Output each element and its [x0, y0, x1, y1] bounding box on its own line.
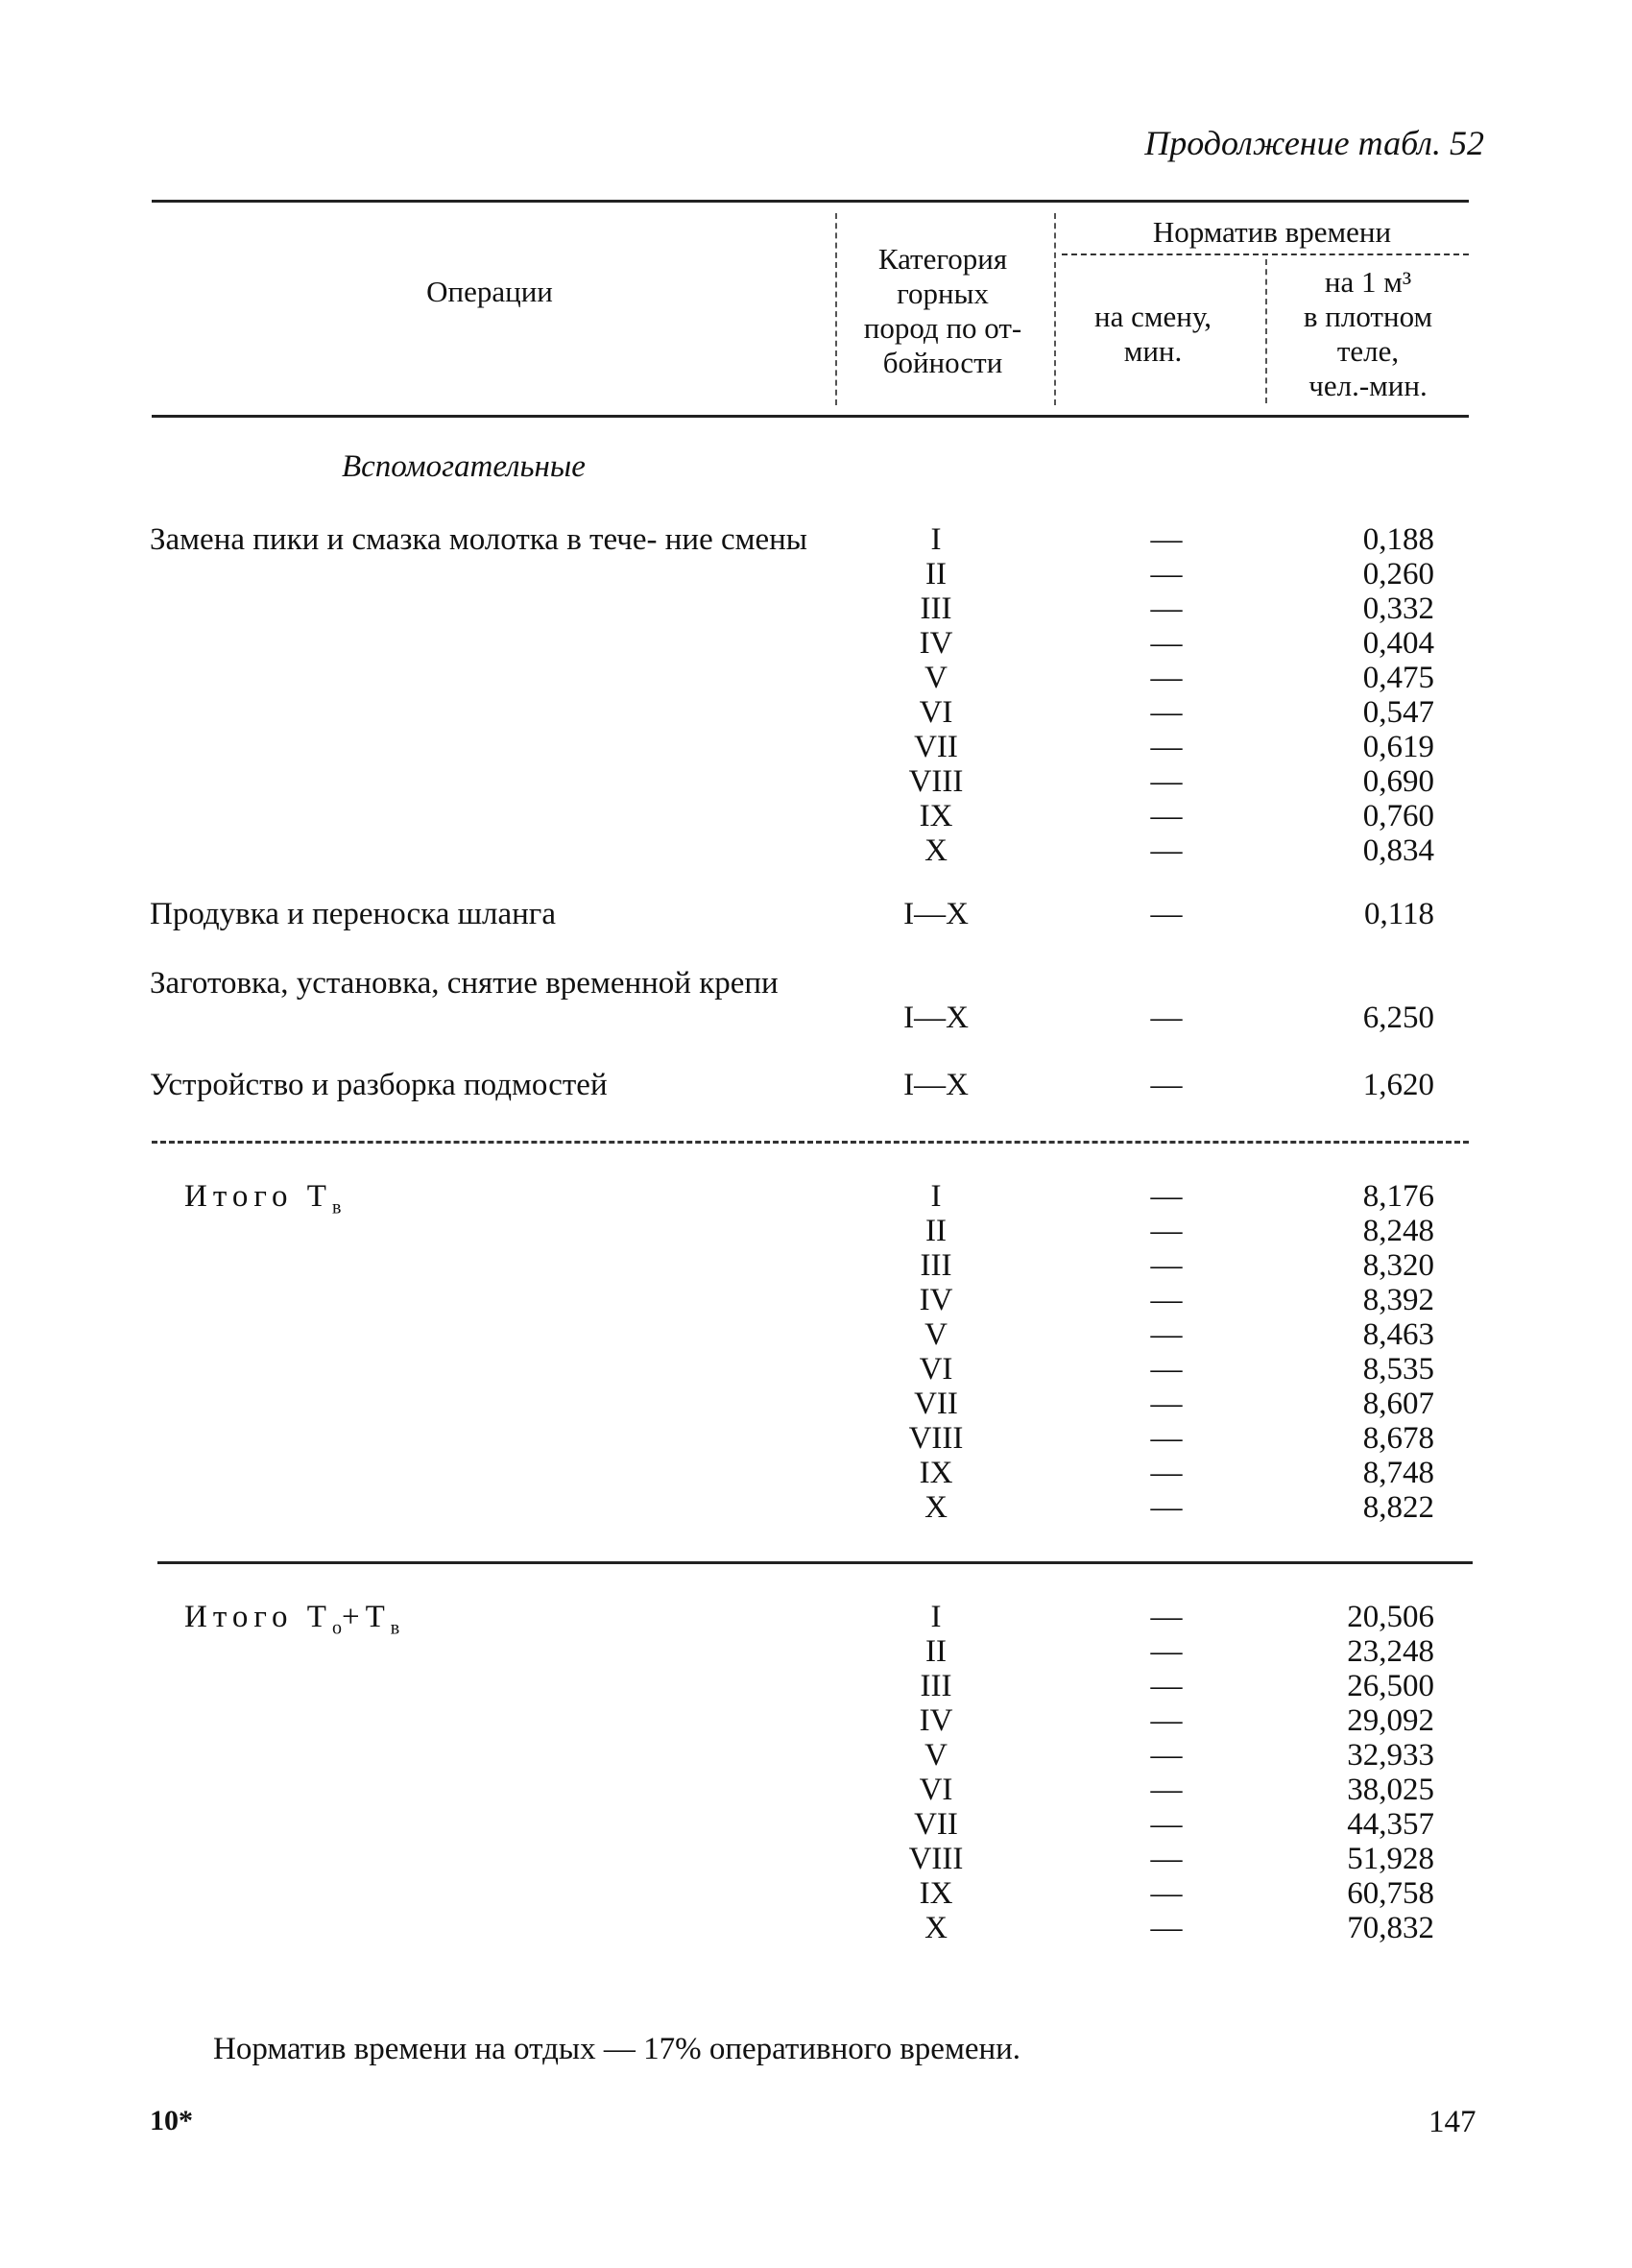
table-row	[0, 1773, 1632, 1807]
per-m3-cell: 8,535	[1362, 1352, 1434, 1387]
per-shift-cell: —	[1150, 1634, 1183, 1669]
per-m3-cell: 38,025	[1347, 1773, 1434, 1807]
table-row	[0, 1068, 1632, 1102]
per-m3-cell: 8,176	[1362, 1179, 1434, 1214]
table-row	[0, 1807, 1632, 1842]
per-shift-cell: —	[1150, 661, 1183, 695]
header-norm-group: Норматив времени	[1152, 215, 1392, 249]
per-shift-cell: —	[1150, 1876, 1183, 1911]
category-cell: X	[924, 833, 948, 868]
per-m3-cell: 0,475	[1362, 661, 1434, 695]
per-m3-cell: 6,250	[1362, 1001, 1434, 1035]
per-shift-cell: —	[1150, 1738, 1183, 1773]
total-tv-label: Итого $Т_в$	[184, 1179, 342, 1218]
per-m3-cell: 8,678	[1362, 1421, 1434, 1456]
category-cell: VIII	[908, 1842, 964, 1876]
table-row	[0, 1456, 1632, 1490]
table-row	[0, 730, 1632, 764]
category-cell: I	[930, 1179, 942, 1214]
category-cell: X	[924, 1490, 948, 1525]
per-shift-cell: —	[1150, 1283, 1183, 1317]
per-m3-cell: 0,404	[1362, 626, 1434, 661]
header-separator	[1054, 213, 1056, 405]
per-shift-cell: —	[1150, 1807, 1183, 1842]
per-shift-cell: —	[1150, 897, 1183, 931]
category-cell: V	[924, 1317, 948, 1352]
header-bottom-rule	[152, 415, 1469, 418]
per-shift-cell: —	[1150, 591, 1183, 626]
category-cell: X	[924, 1911, 948, 1945]
per-shift-cell: —	[1150, 730, 1183, 764]
category-cell: IX	[919, 1876, 953, 1911]
table-caption: Продолжение табл. 52	[1144, 124, 1484, 162]
table-row	[0, 1421, 1632, 1456]
table-row	[0, 695, 1632, 730]
table-row	[0, 1317, 1632, 1352]
per-shift-cell: —	[1150, 626, 1183, 661]
per-m3-cell: 0,332	[1362, 591, 1434, 626]
per-shift-cell: —	[1150, 1600, 1183, 1634]
per-shift-cell: —	[1150, 1842, 1183, 1876]
category-cell: I	[930, 522, 942, 557]
category-cell: VI	[919, 1773, 953, 1807]
table-row	[0, 764, 1632, 799]
signature-mark: 10*	[150, 2105, 193, 2136]
section-divider	[157, 1561, 1473, 1564]
per-shift-cell: —	[1150, 764, 1183, 799]
per-shift-cell: —	[1150, 799, 1183, 833]
table-top-rule	[152, 200, 1469, 203]
per-m3-cell: 8,822	[1362, 1490, 1434, 1525]
per-shift-cell: —	[1150, 1001, 1183, 1035]
per-m3-cell: 0,547	[1362, 695, 1434, 730]
category-cell: I—X	[903, 897, 969, 931]
per-m3-cell: 44,357	[1347, 1807, 1434, 1842]
category-cell: II	[925, 1634, 947, 1669]
per-m3-cell: 0,188	[1362, 522, 1434, 557]
per-shift-cell: —	[1150, 1179, 1183, 1214]
category-cell: II	[925, 557, 947, 591]
category-cell: VI	[919, 695, 953, 730]
per-m3-cell: 0,619	[1362, 730, 1434, 764]
per-shift-cell: —	[1150, 1669, 1183, 1703]
category-cell: IV	[919, 1703, 953, 1738]
table-row	[0, 522, 1632, 557]
operation-label: Продувка и переноска шланга	[150, 897, 556, 931]
per-m3-cell: 1,620	[1362, 1068, 1434, 1102]
table-row	[0, 1669, 1632, 1703]
per-shift-cell: —	[1150, 1214, 1183, 1248]
category-cell: IX	[919, 1456, 953, 1490]
category-cell: I—X	[903, 1068, 969, 1102]
header-per-shift: на смену, мин.	[1094, 300, 1212, 368]
per-shift-cell: —	[1150, 1068, 1183, 1102]
table-row	[0, 1490, 1632, 1525]
table-row	[0, 1352, 1632, 1387]
per-m3-cell: 8,607	[1362, 1387, 1434, 1421]
category-cell: III	[920, 1669, 952, 1703]
per-shift-cell: —	[1150, 1911, 1183, 1945]
header-subrule	[1062, 253, 1469, 255]
category-cell: II	[925, 1214, 947, 1248]
table-row	[0, 1387, 1632, 1421]
per-shift-cell: —	[1150, 1387, 1183, 1421]
table-row	[0, 833, 1632, 868]
table-row	[0, 1001, 1632, 1035]
per-m3-cell: 8,392	[1362, 1283, 1434, 1317]
per-m3-cell: 0,834	[1362, 833, 1434, 868]
per-m3-cell: 0,118	[1363, 897, 1434, 931]
footnote: Норматив времени на отдых — 17% оперативного времени.	[213, 2032, 1021, 2066]
per-m3-cell: 8,748	[1362, 1456, 1434, 1490]
operation-label: Заготовка, установка, снятие временной крепи	[150, 966, 779, 1001]
table-row	[0, 1842, 1632, 1876]
category-cell: IV	[919, 626, 953, 661]
category-cell: III	[920, 1248, 952, 1283]
table-row	[0, 799, 1632, 833]
operation-label: Устройство и разборка подмостей	[150, 1068, 608, 1102]
category-cell: V	[924, 1738, 948, 1773]
table-row	[0, 591, 1632, 626]
per-shift-cell: —	[1150, 1703, 1183, 1738]
per-shift-cell: —	[1150, 1421, 1183, 1456]
category-cell: VII	[914, 1807, 958, 1842]
per-m3-cell: 60,758	[1347, 1876, 1434, 1911]
per-m3-cell: 20,506	[1347, 1600, 1434, 1634]
category-cell: V	[924, 661, 948, 695]
per-m3-cell: 70,832	[1347, 1911, 1434, 1945]
header-category: Категория горных пород по от- бойности	[863, 242, 1022, 379]
per-m3-cell: 0,760	[1362, 799, 1434, 833]
section-divider	[152, 1141, 1469, 1144]
category-cell: III	[920, 591, 952, 626]
total-tov-label: Итого $Т_о+Т_в$	[184, 1600, 400, 1639]
per-m3-cell: 8,248	[1362, 1214, 1434, 1248]
per-m3-cell: 32,933	[1347, 1738, 1434, 1773]
header-operations: Операции	[426, 275, 553, 308]
category-cell: IV	[919, 1283, 953, 1317]
per-shift-cell: —	[1150, 1352, 1183, 1387]
table-row	[0, 1876, 1632, 1911]
header-per-m3: на 1 м³ в плотном теле, чел.-мин.	[1303, 265, 1433, 402]
category-cell: VII	[914, 1387, 958, 1421]
category-cell: I	[930, 1600, 942, 1634]
table-row	[0, 661, 1632, 695]
per-shift-cell: —	[1150, 522, 1183, 557]
table-row	[0, 626, 1632, 661]
table-row	[0, 1738, 1632, 1773]
table-row	[0, 1703, 1632, 1738]
category-cell: VIII	[908, 764, 964, 799]
category-cell: IX	[919, 799, 953, 833]
per-shift-cell: —	[1150, 695, 1183, 730]
table-row	[0, 1179, 1632, 1214]
per-m3-cell: 0,260	[1362, 557, 1434, 591]
per-shift-cell: —	[1150, 1317, 1183, 1352]
section-title: Вспомогательные	[342, 449, 586, 484]
per-m3-cell: 26,500	[1347, 1669, 1434, 1703]
per-shift-cell: —	[1150, 1248, 1183, 1283]
category-cell: VIII	[908, 1421, 964, 1456]
page-number: 147	[1428, 2105, 1476, 2139]
category-cell: VII	[914, 730, 958, 764]
table-row	[0, 1248, 1632, 1283]
table-row	[0, 1283, 1632, 1317]
per-m3-cell: 8,320	[1362, 1248, 1434, 1283]
table-row	[0, 1634, 1632, 1669]
per-shift-cell: —	[1150, 1490, 1183, 1525]
category-cell: I—X	[903, 1001, 969, 1035]
per-m3-cell: 29,092	[1347, 1703, 1434, 1738]
category-cell: VI	[919, 1352, 953, 1387]
per-m3-cell: 0,690	[1362, 764, 1434, 799]
operation-label: Замена пики и смазка молотка в тече- ние смены	[150, 522, 807, 557]
table-row	[0, 557, 1632, 591]
table-row	[0, 1214, 1632, 1248]
per-shift-cell: —	[1150, 833, 1183, 868]
per-m3-cell: 23,248	[1347, 1634, 1434, 1669]
table-row	[0, 1911, 1632, 1945]
per-m3-cell: 8,463	[1362, 1317, 1434, 1352]
table-row	[0, 897, 1632, 931]
table-row	[0, 1600, 1632, 1634]
per-shift-cell: —	[1150, 557, 1183, 591]
per-shift-cell: —	[1150, 1773, 1183, 1807]
per-shift-cell: —	[1150, 1456, 1183, 1490]
per-m3-cell: 51,928	[1347, 1842, 1434, 1876]
